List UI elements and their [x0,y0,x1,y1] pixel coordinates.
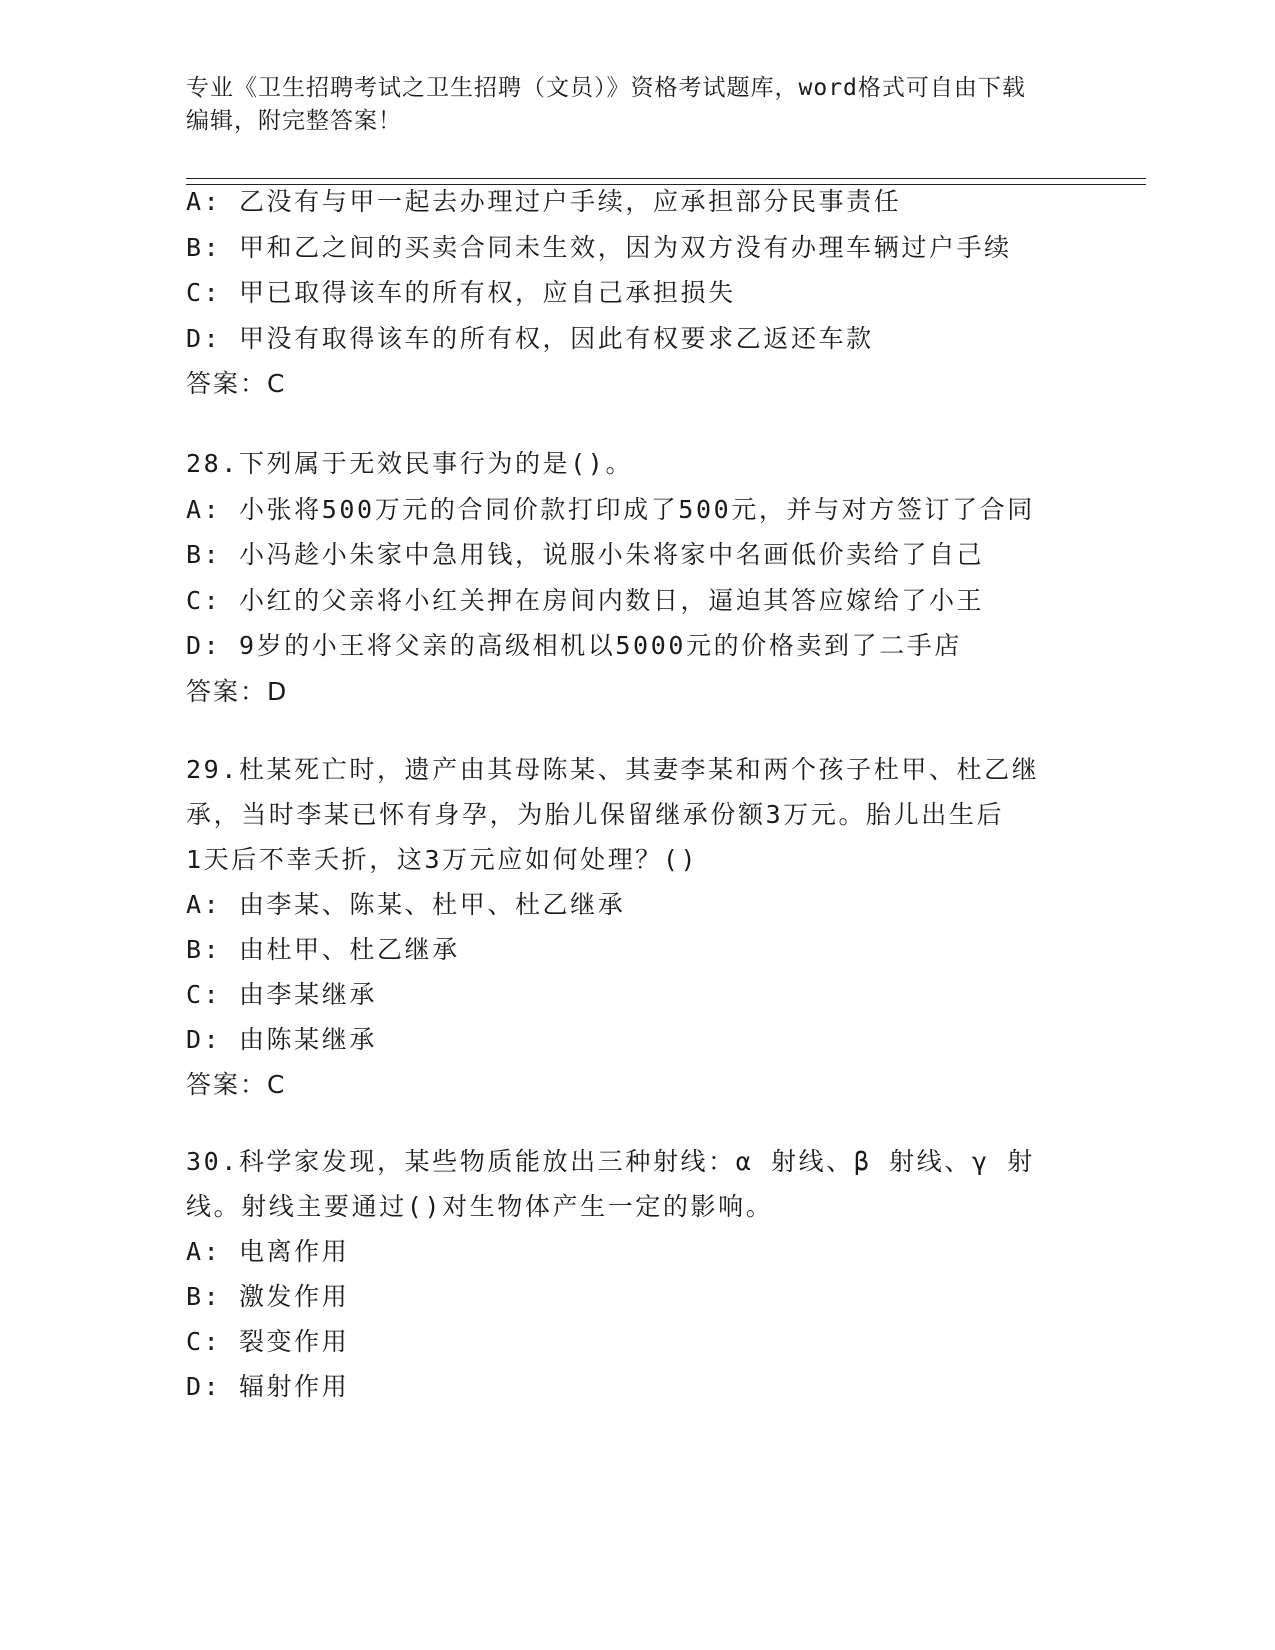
answer: 答案：D [186,676,289,706]
question-29 [186,747,1086,1107]
question-text-line-2: 线。射线主要通过()对生物体产生一定的影响。 [186,1192,774,1221]
question-text-line-1: 29.杜某死亡时，遗产由其母陈某、其妻李某和两个孩子杜甲、杜乙继 [186,755,1040,784]
answer: 答案：C [186,369,287,398]
option-c: C: 小红的父亲将小红关押在房间内数日，逼迫其答应嫁给了小王 [186,585,985,615]
option-d: D: 由陈某继承 [186,1025,377,1054]
option-d: D: 9岁的小王将父亲的高级相机以5000元的价格卖到了二手店 [186,631,963,660]
header-line-1: 专业《卫生招聘考试之卫生招聘（文员）》资格考试题库，word格式可自由下载 [186,75,1026,101]
option-b: B: 激发作用 [186,1282,350,1311]
option-a: A: 电离作用 [186,1237,350,1266]
question-text: 28.下列属于无效民事行为的是()。 [186,449,634,478]
option-a: A: 由李某、陈某、杜甲、杜乙继承 [186,890,626,919]
question-27 [186,179,1086,407]
document-header [186,72,1066,138]
question-text-line-3: 1天后不幸夭折，这3万元应如何处理？() [186,845,699,874]
header-line-2: 编辑，附完整答案！ [186,108,402,134]
option-d: D: 辐射作用 [186,1372,350,1401]
answer: 答案：C [186,1070,287,1099]
option-d: D: 甲没有取得该车的所有权，因此有权要求乙返还车款 [186,323,874,353]
option-a: A: 小张将500万元的合同价款打印成了500元，并与对方签订了合同 [186,494,1035,524]
option-b: B: 由杜甲、杜乙继承 [186,935,460,964]
question-30 [186,1139,1086,1409]
question-text-line-1: 30.科学家发现，某些物质能放出三种射线：α 射线、β 射线、γ 射 [186,1147,1035,1176]
option-b: B: 甲和乙之间的买卖合同未生效，因为双方没有办理车辆过户手续 [186,232,1012,262]
option-b: B: 小冯趁小朱家中急用钱，说服小朱将家中名画低价卖给了自己 [186,540,985,569]
option-c: C: 由李某继承 [186,980,377,1009]
option-c: C: 裂变作用 [186,1327,350,1356]
option-a: A: 乙没有与甲一起去办理过户手续，应承担部分民事责任 [186,187,902,216]
option-c: C: 甲已取得该车的所有权，应自己承担损失 [186,278,736,307]
question-28 [186,441,1086,714]
question-text-line-2: 承，当时李某已怀有身孕，为胎儿保留继承份额3万元。胎儿出生后 [186,800,1005,829]
